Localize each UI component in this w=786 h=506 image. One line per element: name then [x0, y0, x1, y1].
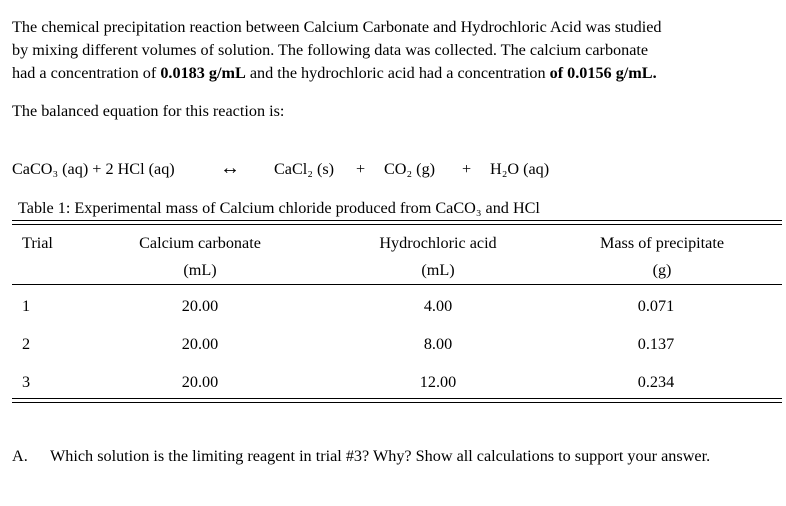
equation-product-1: CaCl₂ (s)	[274, 160, 335, 178]
hcl-concentration: of 0.0156 g/mL.	[549, 64, 657, 82]
intro-line-3	[12, 62, 782, 85]
table-bottom-rule-1	[12, 398, 782, 399]
row-1-caco3: 20.00	[181, 297, 219, 315]
table-header-rule	[12, 284, 782, 285]
intro-line-3-c: and the hydrochloric acid had a concentration	[245, 64, 550, 82]
equation-reactants: CaCO₃ (aq) + 2 HCl (aq)	[12, 160, 175, 178]
equation-plus-2: +	[462, 160, 472, 178]
row-1-mass: 0.071	[637, 297, 675, 315]
row-2-hcl: 8.00	[423, 335, 453, 353]
question-text: Which solution is the limiting reagent in trial #3? Why? Show all calculations to support your answer.	[50, 447, 711, 465]
chemical-equation	[0, 157, 786, 184]
header-mass: Mass of precipitate	[599, 234, 725, 252]
row-1-trial: 1	[22, 297, 31, 315]
row-3-mass: 0.234	[637, 373, 675, 391]
equation-plus-1: +	[356, 160, 366, 178]
equation-product-3: H₂O (aq)	[490, 160, 550, 178]
intro-line-3-a: had a concentration of	[12, 64, 161, 82]
intro-line-1: The chemical precipitation reaction between Calcium Carbonate and Hydrochloric Acid was studied	[12, 18, 662, 36]
header-hcl-unit: (mL)	[421, 261, 455, 279]
table-top-rule-2	[12, 224, 782, 225]
intro-paragraph	[12, 16, 782, 85]
row-2-mass: 0.137	[637, 335, 675, 353]
row-3-hcl: 12.00	[419, 373, 457, 391]
equilibrium-arrow-icon: ↔	[220, 157, 240, 179]
header-trial: Trial	[22, 234, 53, 252]
row-1-hcl: 4.00	[423, 297, 453, 315]
table-top-rule-1	[12, 220, 782, 221]
row-3-caco3: 20.00	[181, 373, 219, 391]
row-2-trial: 2	[22, 335, 31, 353]
balanced-equation-label: The balanced equation for this reaction is:	[12, 102, 285, 120]
table-title: Table 1: Experimental mass of Calcium chloride produced from CaCO₃ and HCl	[18, 199, 540, 217]
header-mass-unit: (g)	[652, 261, 672, 279]
caco3-concentration: 0.0183 g/mL	[160, 64, 246, 82]
header-hcl: Hydrochloric acid	[379, 234, 497, 252]
question-letter: A.	[12, 447, 28, 465]
table-bottom-rule-2	[12, 402, 782, 403]
intro-line-2: by mixing different volumes of solution. The following data was collected. The calcium carbonate	[12, 41, 649, 59]
header-caco3: Calcium carbonate	[139, 234, 261, 252]
equation-product-2: CO₂ (g)	[384, 160, 436, 178]
row-3-trial: 3	[22, 373, 31, 391]
row-2-caco3: 20.00	[181, 335, 219, 353]
header-caco3-unit: (mL)	[183, 261, 217, 279]
